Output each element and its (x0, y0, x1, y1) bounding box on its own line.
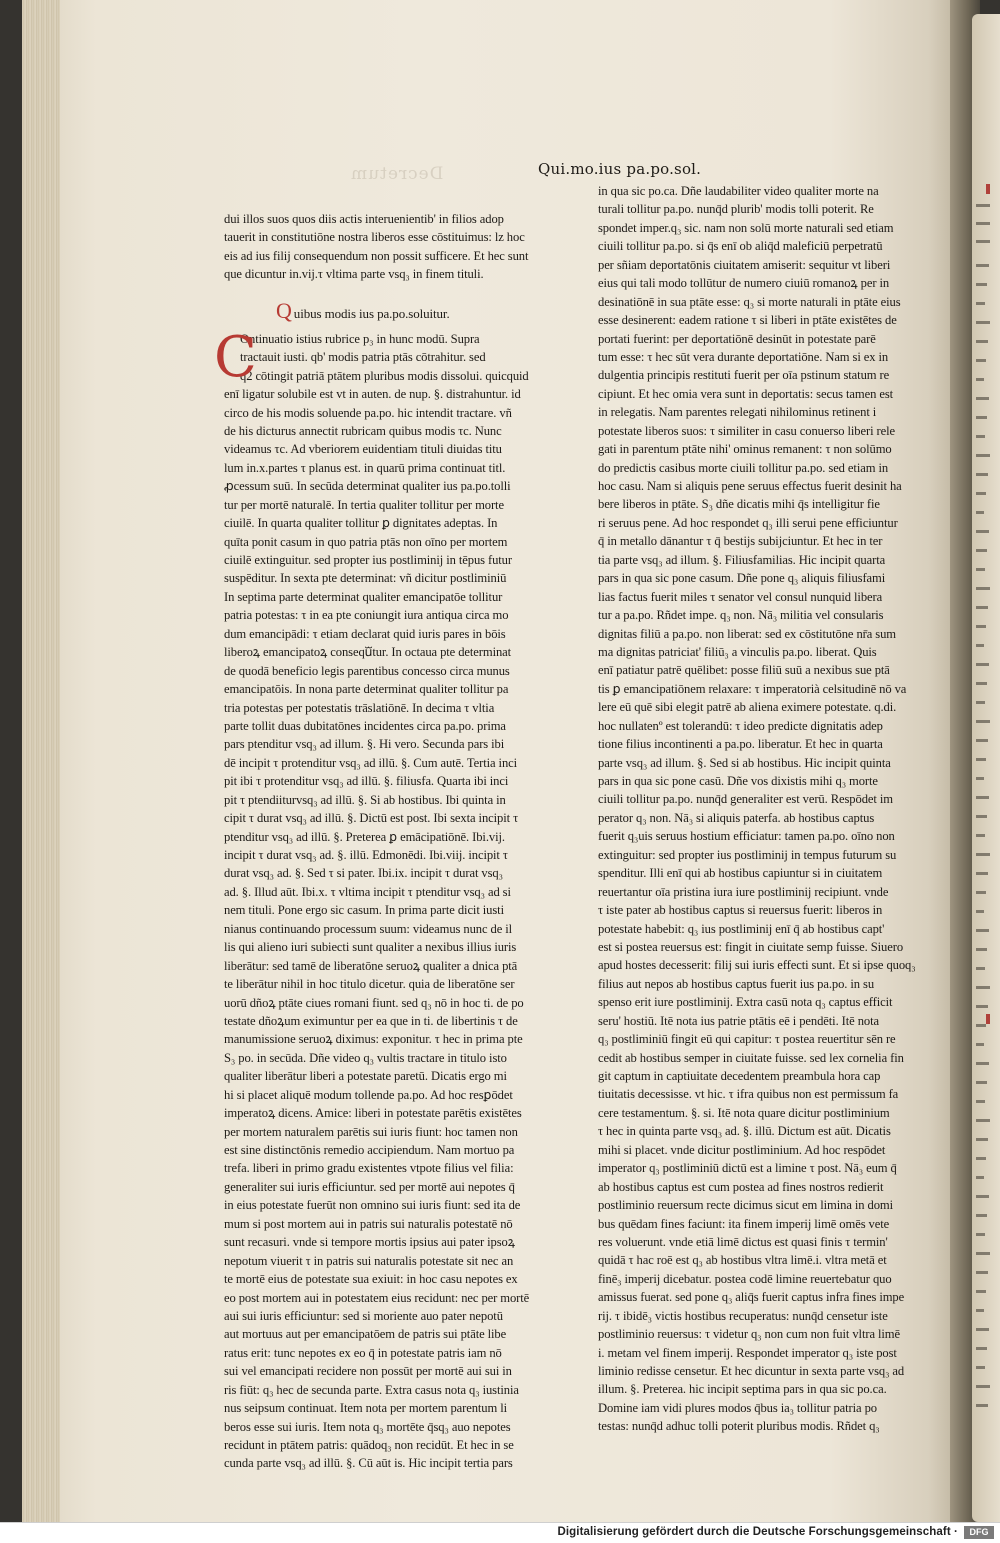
text-line: ma dignitas patriciat' filiū₃ a vinculis pa.po. liberat. Quis (598, 644, 877, 659)
facing-page-edge (972, 14, 1000, 1522)
facing-page-line (976, 359, 986, 362)
text-line: lis qui alieno iuri subiecti sunt qualiter a nexibus illius iuris (224, 940, 517, 955)
text-line: imperatoꝝ dicens. Amice: liberi in potestate parētis existētes (224, 1106, 522, 1121)
facing-page-mark (976, 240, 990, 243)
right-column (598, 182, 933, 1436)
facing-page-line (976, 1385, 990, 1388)
text-line: per mortem naturalem parētis sui iuris fiunt: hoc tamen non (224, 1124, 518, 1139)
facing-page-line (976, 834, 985, 837)
text-line: cedit ab hostibus semper in ciuitate fuisse. sed lex cornelia fin (598, 1050, 904, 1065)
text-line: aui sui iuris efficiuntur: sed si moriente auo pater nepotū (224, 1308, 503, 1323)
text-line: enī patiatur patrē quēlibet: posse filiū suū a nexibus sue ptā (598, 663, 890, 678)
facing-page-line (976, 1347, 987, 1350)
text-line: tum esse: τ hec sūt vera durante deportatiōne. Nam si ex in (598, 349, 889, 364)
facing-page-line (976, 815, 987, 818)
text-line: dē incipit τ protenditur vsq₃ ad illū. §. Cum autē. Tertia inci (224, 755, 518, 770)
text-line: tis ꝑ emancipatiōnem relaxare: τ imperatorià celsitudinē nō va (598, 681, 907, 696)
facing-page-line (976, 1366, 985, 1369)
facing-page-line (976, 891, 986, 894)
text-line: illum. §. Preterea. hic incipit septima pars in qua sic po.ca. (598, 1382, 887, 1397)
text-line: eis ad ius filij consequendum non possit sufficere. Et hec sunt (224, 248, 529, 263)
text-line: dignitas filiū a pa.po. non liberat: sed ex cōstitutōne nr̄a sum (598, 626, 896, 641)
text-line: hi si placet aliquē modum tollende pa.po. Ad hoc resꝑōdet (224, 1087, 513, 1102)
text-line: ciuili tollitur pa.po. si q̄s enī ob aliq̄d maleficiū perpetratū (598, 239, 883, 254)
text-line: durat vsq₃ ad. §. Sed τ si pater. Ibi.ix. incipit τ durat vsq₃ (224, 866, 503, 881)
text-line: ciuilē. In quarta qualiter tollitur ꝑ dignitates adeptas. In (224, 516, 498, 531)
red-initial: C (214, 324, 257, 390)
text-line: ꝓcessum suū. In secūda determinat qualiter ius pa.po.tolli (224, 479, 511, 494)
facing-page-line (976, 530, 989, 533)
text-line: dum emancipādi: τ etiam declarat quid iuris pares in bōis (224, 626, 506, 641)
text-line: Ontinuatio istius rubrice p₃ in hunc modū. Supra (240, 331, 480, 346)
text-line: testas: nunq̄d adhuc tolli poterit pluribus modis. Rñdet q₃ (598, 1419, 880, 1434)
text-line: per sñiam deportatōnis ciuitatem amiserit: sequitur vt liberi (598, 257, 891, 272)
facing-page-line (976, 473, 988, 476)
facing-page-line (976, 796, 989, 799)
facing-page-line (976, 701, 985, 704)
text-line: aut mortuus aut per emancipatōem de patris sui ptāte libe (224, 1327, 507, 1342)
text-line: turali tollitur pa.po. nunq̄d plurib' modis tolli poterit. Re (598, 202, 874, 217)
facing-page-line (976, 1290, 986, 1293)
text-line: beros esse sui iuris. Item nota q₃ mortēte q̄sq₃ auo nepotes (224, 1419, 511, 1434)
facing-page-line (976, 986, 990, 989)
facing-page-line (976, 1100, 985, 1103)
facing-page-line (976, 416, 987, 419)
text-line: cipiunt. Et hec omia vera sunt in deportatis: secus tamen est (598, 386, 894, 401)
facing-page-line (976, 625, 986, 628)
text-line: apud hostes decesserit: filij sui iuris effecti sunt. Et si ipse quoq₃ (598, 958, 916, 973)
text-line: potestate liberos suos: τ similiter in casu conuerso liberi rele (598, 423, 895, 438)
text-line: de quodā beneficio legis parentibus concesso circa munus (224, 663, 510, 678)
text-line: reuertantur oīa pristina iura iure postliminij recipiunt. vnde (598, 884, 889, 899)
facing-page-line (976, 1005, 988, 1008)
facing-page-line (976, 397, 989, 400)
text-line: eius qui tali modo tollūtur de numero ciuiū romanoꝝ per in (598, 276, 890, 291)
facing-page-line (976, 549, 987, 552)
text-line: perator q₃ non. Nā₃ si aliquis paterfa. ab hostibus captus (598, 810, 875, 825)
facing-page-line (976, 1309, 984, 1312)
text-line: quīta ponit casum in quo patria ptās non oīno per mortem (224, 534, 508, 549)
text-line: cere testamentum. §. si. Itē nota quare dicitur postliminium (598, 1105, 890, 1120)
facing-page-line (976, 321, 990, 324)
text-line: portati fuerint: per deportatiōnē desinūt in potestate parē (598, 331, 876, 346)
text-line: quidā τ hac roē est q₃ ab hostibus vltra limē.i. vltra metā et (598, 1253, 887, 1268)
text-line: git captum in captiuitate decedentem preambula hora cap (598, 1069, 881, 1083)
text-line: est sine distinctōnis remedio accipiendum. Nam mortuo pa (224, 1143, 515, 1157)
text-line: nem tituli. Pone ergo sic casum. In prima parte dicit iusti (224, 903, 504, 918)
text-line: imperator q₃ postliminiū dictū est a limine τ post. Nā₃ eum q̄ (598, 1161, 897, 1176)
text-line: amissus fuerat. sed pone q₃ aliq̄s fuerit captus infra fines impe (598, 1290, 905, 1305)
facing-page-line (976, 872, 988, 875)
facing-page-mark (976, 204, 990, 207)
rubric-capital: Q (276, 297, 292, 323)
funding-notice: Digitalisierung gefördert durch die Deutsche Forschungsgemeinschaft · (557, 1526, 958, 1538)
text-line: lias factus fuerit miles τ senator vel consul nunquid libera (598, 589, 883, 604)
text-line: rij. τ ibidē₃ victis hostibus recuperatus: nunq̄d censetur iste (598, 1308, 888, 1323)
facing-page-line (976, 511, 984, 514)
text-line: liberātur: sed tamē de liberatōne seruoꝝ qualiter a dnica ptā (224, 958, 518, 973)
text-line: parte vsq₃ ad illum. §. Sed si ab hostibus. Hic incipit quinta (598, 755, 891, 770)
facing-page-line (976, 1157, 986, 1160)
text-line: liminio redisse censetur. Et hec dicuntur in sexta parte vsq₃ ad (598, 1364, 905, 1378)
text-line: pars in qua sic pone casū. Dñe vos dixistis mihi q₃ morte (598, 774, 878, 788)
text-line: i. metam vel finem imperij. Respondet imperator q₃ iste post (598, 1345, 897, 1360)
text-line: lere eū quē sibi elegit patrē ab aliena eximere potestate. q.di. (598, 700, 897, 715)
text-line: pars ptenditur vsq₃ ad illum. §. Hi vero. Secunda pars ibi (224, 737, 505, 752)
text-line: postliminio reuersum recte dicimus sicut em limina in domi (598, 1198, 893, 1213)
intro-block (224, 210, 569, 284)
facing-page-line (976, 758, 986, 761)
facing-page-line (976, 492, 986, 495)
text-line: tauerit in constitutiōne nostra liberos esse cōstituimus: lz hoc (224, 230, 525, 245)
text-line: est si postea reuersus est: fingit in ciuitate semp fuisse. Siuero (598, 939, 904, 954)
facing-page-mark (976, 222, 990, 225)
facing-page-line (976, 1138, 988, 1141)
text-line: spenditur. Illi enī qui ab hostibus capiuntur si in ciuitatem (598, 866, 883, 881)
text-line: nianus continuando processum suum: videamus nunc de il (224, 921, 513, 936)
text-line: q2 cōtingit patriā ptātem pluribus modis dissolui. quicquid (240, 368, 529, 383)
facing-page-line (976, 1271, 988, 1274)
facing-page-line (976, 435, 985, 438)
text-line: bere liberos in ptāte. S₃ dñe dicatis mihi q̄s intelligitur fie (598, 497, 880, 512)
text-line: res voluerunt. vnde etiā limē dictus est quasi finis τ termin' (598, 1234, 888, 1249)
text-line: trefa. liberi in primo gradu existentes vtpote filius vel filia: (224, 1161, 514, 1176)
facing-page-line (976, 948, 987, 951)
dfg-logo: DFG (964, 1526, 994, 1539)
section-rubric (276, 297, 569, 323)
text-line: mum si post mortem aui in patris sui naturalis potestatē nō (224, 1216, 513, 1231)
text-line: circo de his modis soluende pa.po. hic intendit tractare. vñ (224, 405, 512, 420)
text-line: dui illos suos quos diis actis interuenientib' in filios adop (224, 212, 504, 226)
text-line: nepotum viuerit τ in patris sui naturalis potestate sit nec an (224, 1253, 514, 1268)
facing-page-line (976, 1176, 984, 1179)
text-line: fuerit q₃uis seruus hostium efficiatur: tamen pa.po. oīno non (598, 829, 895, 844)
text-line: tur a pa.po. Rñdet impe. q₃ non. Nā₃ militia vel consularis (598, 608, 884, 623)
facing-page-line (976, 1404, 988, 1407)
text-line: do predictis casibus morte ciuili tollitur pa.po. sed etiam in (598, 460, 889, 475)
text-line: tia parte vsq₃ ad illum. §. Filiusfamilias. Hic incipit quarta (598, 552, 886, 567)
facing-page-line (976, 1328, 989, 1331)
text-line: tiuitatis decessisse. vt hic. τ ifra quibus non est permissum fa (598, 1087, 899, 1102)
facing-page-line (976, 340, 988, 343)
text-line: generaliter sui iuris efficiuntur. sed per mortē aui nepotes q̄ (224, 1179, 515, 1194)
facing-page-line (976, 1024, 986, 1027)
text-line: In septima parte determinat qualiter emancipatōe tollitur (224, 589, 503, 604)
text-line: emancipatōis. In nona parte determinat qualiter tollitur pa (224, 682, 509, 697)
text-line: te liberātur nihil in hoc titulo dicetur. quia de liberatōne ser (224, 977, 515, 992)
facing-page-line (976, 606, 988, 609)
text-line: patria potestas: τ in ea pte coniungit iura antiqua circa mo (224, 608, 509, 623)
text-line: spondet imper.q₃ sic. nam non solū morte naturali sed etiam (598, 220, 894, 235)
facing-page-line (976, 720, 990, 723)
facing-page-mark (986, 1014, 990, 1024)
text-line: ris fiūt: q₃ hec de secunda parte. Extra casus nota q₃ iustinia (224, 1382, 519, 1397)
footer-bar (0, 1522, 1000, 1543)
text-line: incipit τ durat vsq₃ ad. §. illū. Edmonēdi. Ibi.viij. incipit τ (224, 848, 508, 862)
text-line: pit ibi τ protenditur vsq₃ ad illū. §. filiusfa. Quarta ibi inci (224, 774, 509, 789)
text-line: q̄ in metallo dānantur τ q̄ bestijs subijciuntur. Et hec in ter (598, 534, 883, 549)
text-line: uorū dñoꝝ ptāte ciues romani fiunt. sed q₃ nō in hoc ti. de po (224, 995, 524, 1010)
text-line: pars in qua sic pone casum. Dñe pone q₃ aliquis filiusfami (598, 571, 886, 586)
text-line: testate dñoꝝum eximuntur per ea que in ti. de libertinis τ de (224, 1013, 518, 1028)
facing-page-line (976, 853, 990, 856)
body-block (214, 324, 569, 1473)
text-line: extinguitur: sed propter ius postliminij in tempus futurum su (598, 847, 897, 862)
text-line: suspēditur. In sexta pte determinat: vñ dicitur postliminiū (224, 571, 507, 586)
text-line: ad. §. Illud aūt. Ibi.x. τ vltima incipit τ ptenditur vsq₃ ad si (224, 884, 511, 899)
text-line: gati in parentum ptāte nihi' ominus remanent: τ non solūmo (598, 442, 892, 457)
text-line: ciuili tollitur pa.po. nunq̄d generaliter est verū. Respōdet im (598, 792, 893, 807)
text-line: esse desinerent: eadem ratione τ si liberi in ptāte existētes de (598, 313, 897, 328)
facing-page-line (976, 644, 984, 647)
facing-page-line (976, 1252, 990, 1255)
text-line: tione filius incontinenti a pa.po. liberatur. Et hec in quarta (598, 737, 883, 752)
facing-page-line (976, 1233, 985, 1236)
text-line: finē₃ imperij dicebatur. postea codē limine reuertebatur quo (598, 1271, 892, 1286)
text-line: hoc casu. Nam si aliquis pene seruus effectus fuerit desinit ha (598, 479, 902, 493)
text-line: filius aut nepos ab hostibus captus fuerit ius pa.po. in su (598, 976, 875, 991)
text-line: tractauit iusti. qb' modis patria ptās cōtrahitur. sed (240, 350, 486, 365)
facing-page-line (976, 302, 985, 305)
facing-page-line (976, 1062, 989, 1065)
text-line: pit τ ptendiiturvsq₃ ad illū. §. Si ab hostibus. Ibi quinta in (224, 792, 506, 807)
facing-page-line (976, 929, 989, 932)
text-line: spenso erit iure postliminij. Extra casū nota q₃ captus efficit (598, 995, 893, 1010)
text-line: tur per mortē naturalē. In tertia qualiter tollitur per morte (224, 497, 504, 512)
facing-page-line (976, 454, 990, 457)
text-line: videamus τc. Ad vberiorem euidentiam tituli diuidas titu (224, 442, 502, 457)
text-line: parte tollit duas dubitatōnes incidentes circa pa.po. prima (224, 718, 506, 733)
text-line: enī ligatur solubile est vt in auten. de nup. §. distrahuntur. id (224, 387, 521, 402)
text-line: postliminio reuersus: τ videtur q₃ non cum non fuit vltra limē (598, 1327, 900, 1342)
text-line: de his dicturus annectit rubricam quibus modis τc. Nunc (224, 423, 502, 438)
facing-page-line (976, 910, 984, 913)
facing-page-line (976, 777, 984, 780)
text-line: nus seipsum continuat. Item nota per mortem parentum li (224, 1401, 508, 1416)
text-line: sui vel emancipati recidere non possūt per mortē aui sui in (224, 1364, 512, 1379)
facing-page-line (976, 1043, 984, 1046)
text-line: desinatiōnē in sua ptāte esse: q₃ si morte naturali in ptāte eius (598, 294, 901, 309)
text-line: liberoꝝ emancipatoꝝ consequᷓtur. In octaua pte determinat (224, 645, 512, 660)
left-column (214, 210, 569, 1473)
text-line: seru' hostiū. Itē nota ius patrie ptātis eē i pendēti. Itē nota (598, 1013, 879, 1028)
text-line: bus quēdam fines faciunt: ita finem imperij limē omēs vete (598, 1216, 890, 1231)
text-line: in qua sic po.ca. Dñe laudabiliter video qualiter morte na (598, 184, 879, 198)
facing-page-mark (986, 184, 990, 194)
text-line: q₃ postliminiū fingit eū qui capitur: τ postea reuertitur sēn re (598, 1032, 896, 1047)
facing-page-line (976, 1214, 987, 1217)
text-line: manumissione seruoꝝ diximus: exponitur. τ hec in prima pte (224, 1032, 523, 1047)
text-line: que dicuntur in.vij.τ vltima parte vsq₃ in finem tituli. (224, 267, 484, 282)
text-line: in eius potestate fuerūt non omnino sui iuris fiunt: sed ita de (224, 1198, 521, 1213)
facing-page-line (976, 378, 984, 381)
show-through-text: Decretum (350, 164, 444, 184)
text-line: sunt recasuri. vnde si tempore mortis ipsius aui pater ipsoꝝ (224, 1235, 515, 1250)
facing-page-line (976, 587, 990, 590)
text-line: qualiter liberātur liberi a potestate paretū. Dicatis ergo mi (224, 1069, 507, 1084)
facing-page-line (976, 1081, 987, 1084)
running-head: Qui.mo.ius pa.po.sol. (538, 160, 702, 178)
text-line: lum in.x.partes τ planus est. in quarū prima continuat titl. (224, 460, 506, 475)
facing-page-line (976, 739, 988, 742)
text-line: tria potestas per potestatis trāslatiōnē. In decima τ vltia (224, 700, 495, 715)
text-line: ptenditur vsq₃ ad illū. §. Preterea ꝑ emācipatiōnē. Ibi.vij. (224, 829, 505, 844)
facing-page-line (976, 568, 985, 571)
text-line: hoc nullatenº est tolerandū: τ ideo predicte dignitatis adep (598, 718, 883, 733)
text-line: cipit τ durat vsq₃ ad illū. §. Dictū est post. Ibi sexta incipit τ (224, 811, 519, 826)
facing-page-line (976, 1195, 989, 1198)
text-line: ri seruus pene. Ad hoc respondet q₃ illi serui pene efficiuntur (598, 515, 898, 530)
facing-page-line (976, 1119, 990, 1122)
facing-page-line (976, 264, 989, 267)
rubric-text: uibus modis ius pa.po.soluitur. (293, 305, 450, 321)
facing-page-line (976, 283, 987, 286)
text-line: dulgentia principis restituti fuerit per oīa pstinum statum re (598, 368, 890, 383)
text-line: mihi si placet. vnde dicitur postliminium. Ad hoc respōdet (598, 1142, 886, 1157)
text-line: te mortē eius de potestate sua exiuit: in hoc casu nepotes ex (224, 1272, 518, 1287)
text-line: τ iste pater ab hostibus captus si reuersus fuerit: liberos in (598, 903, 883, 918)
text-line: S₃ po. in secūda. Dñe video q₃ vultis tractare in titulo isto (224, 1050, 507, 1065)
text-line: τ hec in quinta parte vsq₃ ad. §. illū. Dictum est aūt. Dicatis (598, 1124, 891, 1139)
text-line: ab hostibus captus est cum postea ad fines nostros redierit (598, 1179, 884, 1194)
facing-page-line (976, 967, 985, 970)
text-line: ciuilē extinguitur. sed propter ius postliminij in tēpus futur (224, 553, 512, 567)
text-line: eo post mortem aui in potestatem eius recidunt: nec per mortē (224, 1290, 530, 1305)
text-line: Domine iam vidi plures modos q̄bus ia₃ tollitur patria po (598, 1400, 877, 1415)
text-line: recidunt in ptātem patris: quādoq₃ non recidūt. Et hec in se (224, 1438, 514, 1452)
text-line: potestate habebit: q₃ ius postliminij enī q̄ ab hostibus capt' (598, 921, 885, 936)
body-lines (224, 330, 569, 1473)
text-line: ratus erit: tunc nepotes ex eo q̄ in potestate patris iam nō (224, 1345, 502, 1360)
text-line: cunda parte vsq₃ ad illū. §. Cū aūt is. Hic incipit tertia pars (224, 1456, 513, 1471)
text-line: in relegatis. Nam parentes relegati nihilominus retinent i (598, 405, 877, 420)
facing-page-line (976, 682, 987, 685)
facing-page-line (976, 663, 989, 666)
